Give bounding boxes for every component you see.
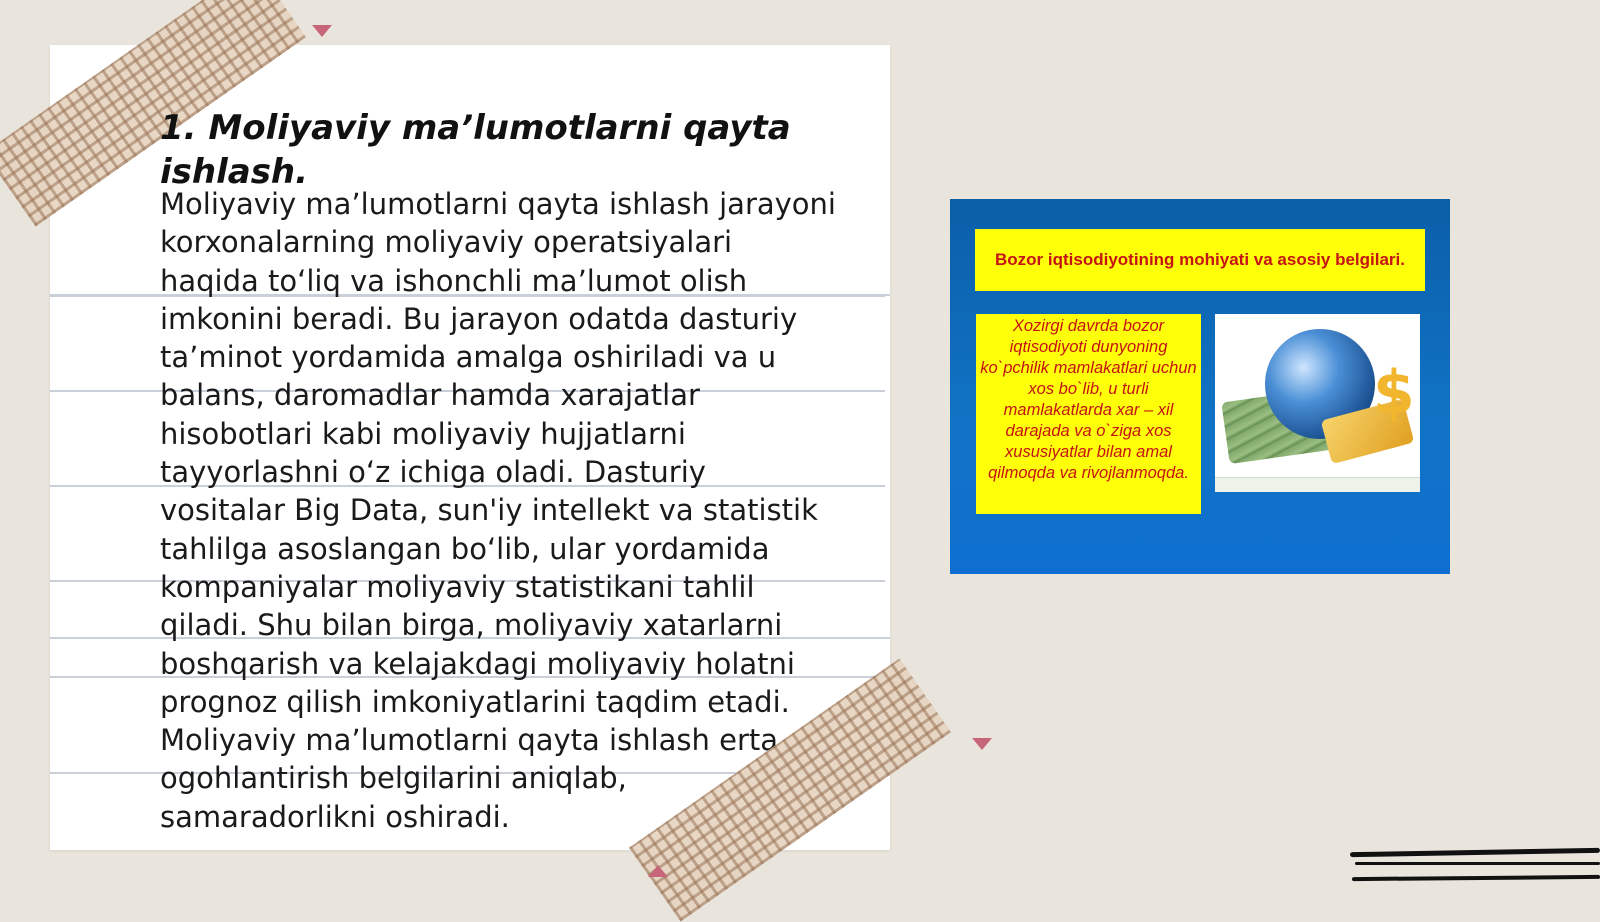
pin-top-icon <box>312 25 332 37</box>
slide-heading: Bozor iqtisodiyotining mohiyati va asosiy belgilari. <box>975 229 1425 291</box>
pin-bottom-right-icon <box>972 738 992 750</box>
marker-stroke <box>1352 875 1600 881</box>
picture-caption-strip <box>1215 477 1420 492</box>
marker-stroke <box>1350 848 1600 857</box>
dollar-sign-icon: $ <box>1373 358 1415 428</box>
pin-bottom-left-icon <box>648 865 668 877</box>
document-title: 1. Moliyaviy ma’lumotlarni qayta ishlash. <box>160 108 791 192</box>
slide-caption: Xozirgi davrda bozor iqtisodiyoti dunyoning ko`pchilik mamlakatlari uchun xos bo`lib, u turli mamlakatlarda xar – xil darajada va o`ziga xos xususiyatlar bilan amal qilmoqda va rivojlanmoqda. <box>976 314 1201 514</box>
document-body: Moliyaviy ma’lumotlarni qayta ishlash jarayoni korxonalarning moliyaviy operatsiyalari haqida to‘liq va ishonchli ma’lumot olish imkonini beradi. Bu jarayon odatda dasturiy ta’minot yordamida amalga oshiriladi va u balans, daromadlar hamda xarajatlar hisobotlari kabi moliyaviy hujjatlarni tayyorlashni o‘z ichiga oladi. Dasturiy vositalar Big Data, sun'iy intellekt va statistik tahlilga asoslangan bo‘lib, ular yordamida kompaniyalar moliyaviy statistikani tahlil qiladi. Shu bilan birga, moliyaviy xatarlarni boshqarish va kelajakdagi moliyaviy holatni prognoz qilish imkoniyatlarini taqdim etadi. Moliyaviy ma’lumotlarni qayta ishlash erta ogohlantirish belgilarini aniqlab, samaradorlikni oshiradi. <box>160 187 836 834</box>
globe-money-picture <box>1215 314 1420 492</box>
marker-stroke <box>1355 862 1600 865</box>
slide-thumbnail <box>950 199 1450 574</box>
